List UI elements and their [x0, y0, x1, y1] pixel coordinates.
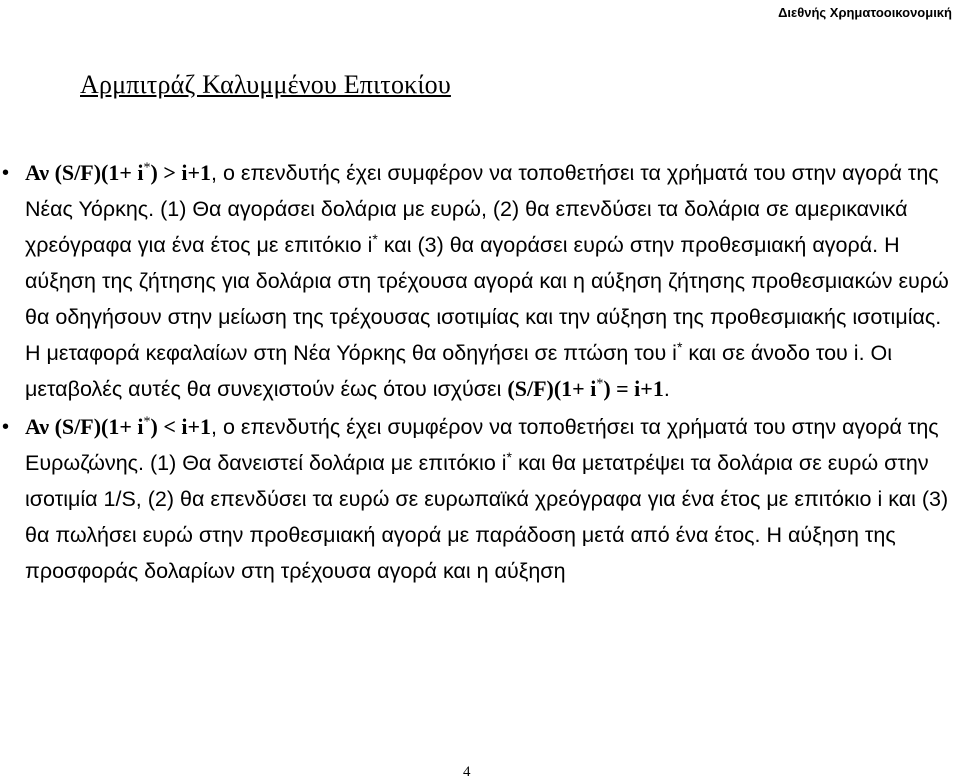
course-header: Διεθνής Χρηματοοικονομική: [778, 5, 952, 20]
paragraph-text: και (3) θα αγοράσει ευρώ στην προθεσμιακή αγορά. Η αύξηση της ζήτησης για δολάρια στη τρέχουσα αγορά και η αύξηση ζήτησης προθεσμιακών ευρώ θα οδηγήσουν στην μείωση της τρέχουσας ισοτιμίας και την αύξηση της προθεσμιακής ισοτιμίας. Η μεταφορά κεφαλαίων στη Νέα Υόρκης θα οδηγήσει σε πτώση του i: [25, 233, 949, 365]
superscript-star: *: [506, 448, 512, 465]
paragraph-text: , ο επενδυτής έχει συμφέρον να τοποθετήσει τα χρήματά του στην αγορά της Νέας Υόρκης. (1) Θα αγοράσει δολάρια με ευρώ, (2) θα επενδύσει τα δολάρια σε αμερικανικά χρεόγραφα για ένα έτος με επιτόκιο i: [25, 161, 939, 257]
page-title: Αρμπιτράζ Καλυμμένου Επιτοκίου: [80, 70, 451, 99]
bullet-item-2: [0, 409, 960, 589]
bullet-dot-icon: •: [2, 416, 10, 438]
condition-formula: Αν (S/F)(1+ i*) > i+1: [25, 160, 212, 185]
bullet-item-1: • Αν (S/F)(1+ i*) > i+1, ο επενδυτής έχει συμφέρον να τοποθετήσει τα χρήματά του στην αγορά της Νέας Υόρκης. (1) Θα αγοράσει δολάρια με ευρώ, (2) θα επενδύσει τα δολάρια σε αμερικανικά χρεόγραφα για ένα έτος με επιτόκιο i* και (3) θα αγοράσει ευρώ στην προθεσμιακή αγορά. Η αύξηση της ζήτησης για δολάρια στη τρέχουσα αγορά και η αύξηση ζήτησης προθεσμιακών ευρώ θα οδηγήσουν στην μείωση της τρέχουσας ισοτιμίας και την αύξηση της προθεσμιακής ισοτιμίας. Η μεταφορά κεφαλαίων στη Νέα Υόρκης θα οδηγήσει σε πτώση του i* και σε άνοδο του i. Οι μεταβολές αυτές θα συνεχιστούν έως ότου ισχύσει (S/F)(1+ i*) = i+1.: [0, 155, 960, 407]
bullet-dot-icon: •: [2, 162, 10, 184]
superscript-star: *: [372, 230, 378, 247]
paragraph-text: , ο επενδυτής έχει συμφέρον να τοποθετήσει τα χρήματά του στην αγορά της Ευρωζώνης. (1) Θα δανειστεί δολάρια με επιτόκιο i: [25, 415, 939, 475]
bullet-list: [0, 155, 960, 589]
page-number: 4: [463, 764, 471, 780]
paragraph-text: και σε άνοδο του i. Οι μεταβολές αυτές θα συνεχιστούν έως ότου ισχύσει: [25, 341, 893, 401]
paragraph-text: και θα μετατρέψει τα δολάρια σε ευρώ στην ισοτιμία 1/S, (2) θα επενδύσει τα ευρώ σε ευρωπαϊκά χρεόγραφα για ένα έτος με επιτόκιο i και (3) θα πωλήσει ευρώ στην προθεσμιακή αγορά με παράδοση μετά από ένα έτος. Η αύξηση της προσφοράς δολαρίων στη τρέχουσα αγορά και η αύξηση: [25, 451, 949, 583]
superscript-star: *: [676, 338, 683, 355]
condition-formula: Αν (S/F)(1+ i*) < i+1: [25, 414, 212, 439]
equilibrium-formula: (S/F)(1+ i*) = i+1: [507, 376, 664, 401]
